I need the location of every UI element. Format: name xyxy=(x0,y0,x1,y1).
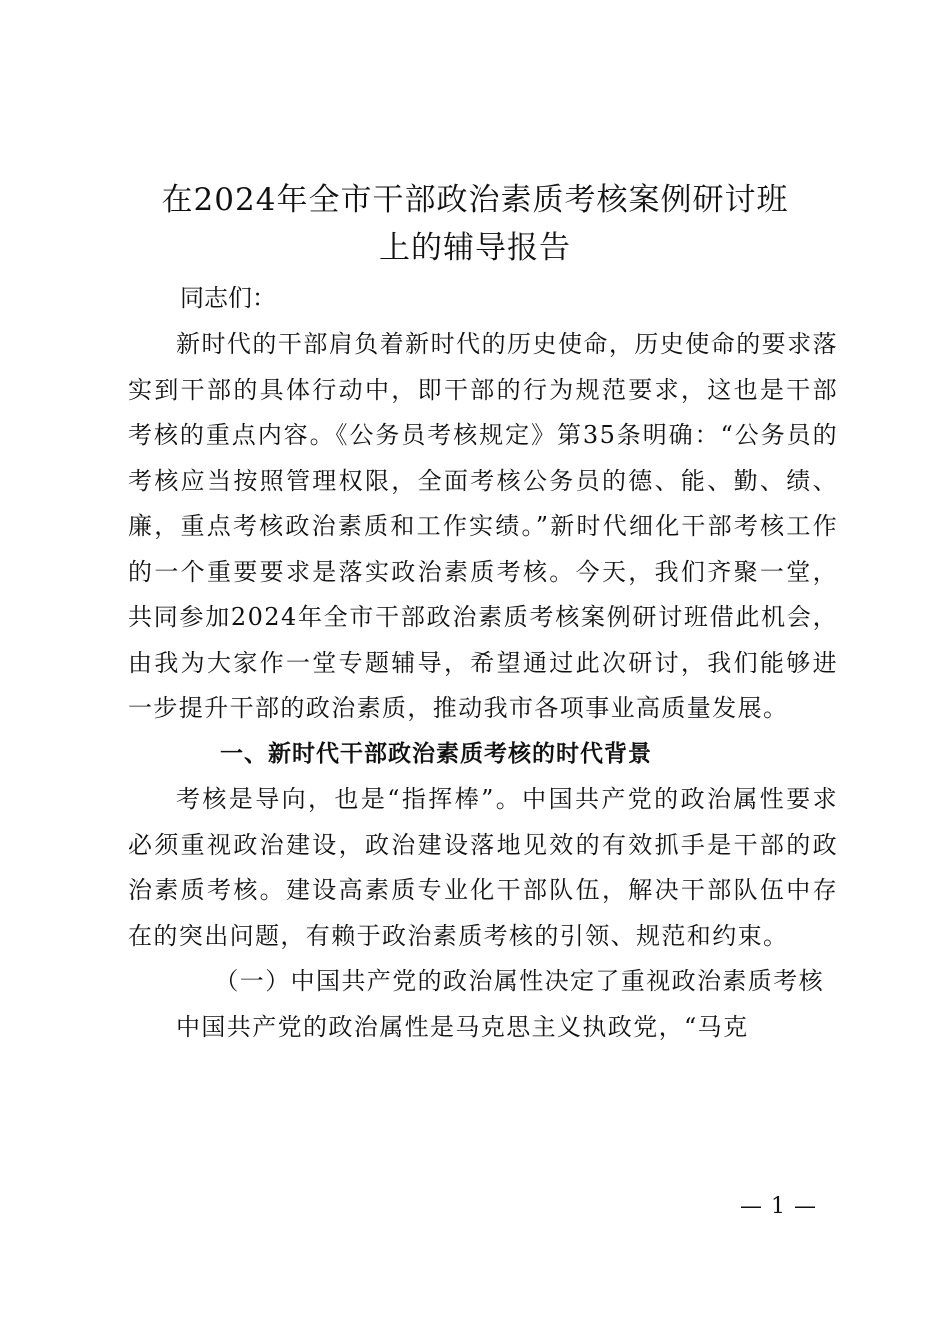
section-heading-1: 一、新时代干部政治素质考核的时代背景 xyxy=(220,740,652,767)
document-title xyxy=(120,176,830,272)
title-line-2: 上的辅导报告 xyxy=(379,230,571,266)
title-line-1: 在2024年全市干部政治素质考核案例研讨班 xyxy=(161,182,789,218)
salutation: 同志们： xyxy=(180,284,276,312)
document-body xyxy=(128,322,838,1050)
intro-paragraph: 新时代的干部肩负着新时代的历史使命，历史使命的要求落实到干部的具体行动中，即干部的行为规范要求，这也是干部考核的重点内容。《公务员考核规定》第35条明确：“公务员的考核应当按照管理权限，全面考核公务员的德、能、勤、绩、廉，重点考核政治素质和工作实绩。”新时代细化干部考核工作的一个重要要求是落实政治素质考核。今天，我们齐聚一堂，共同参加2024年全市干部政治素质考核案例研讨班借此机会，由我为大家作一堂专题辅导，希望通过此次研讨，我们能够进一步提升干部的政治素质，推动我市各项事业高质量发展。 xyxy=(128,330,838,722)
section-1-paragraph: 考核是导向，也是“指挥棒”。中国共产党的政治属性要求必须重视政治建设，政治建设落地见效的有效抓手是干部的政治素质考核。建设高素质专业化干部队伍，解决干部队伍中存在的突出问题，有赖于政治素质考核的引领、规范和约束。 xyxy=(128,785,838,950)
subsection-1-paragraph: 中国共产党的政治属性是马克思主义执政党，“马克 xyxy=(176,1012,749,1041)
subsection-heading-1: （一）中国共产党的政治属性决定了重视政治素质考核 xyxy=(214,967,824,995)
page-number: — 1 — xyxy=(740,1194,817,1219)
